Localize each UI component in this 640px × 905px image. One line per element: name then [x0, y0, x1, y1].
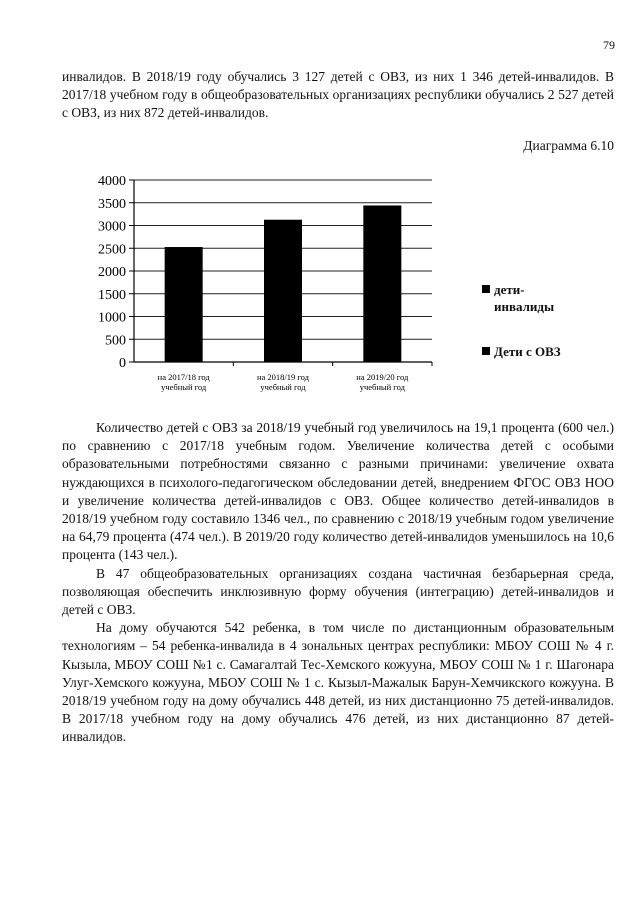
y-tick-label: 3000: [98, 219, 126, 235]
bar: [264, 220, 302, 362]
y-tick-label: 1000: [98, 310, 126, 326]
body-paragraph-3: На дому обучаются 542 ребенка, в том числе по дистанционным образовательным технологиям – 54 ребенка-инвалида в 4 зональных центрах республики: МБОУ СОШ № 4 г. Кызыла, МБОУ СОШ №1 с. Самагалтай Тес-Хемского кожууна, МБОУ СОШ № 1 г. Шагонара Улуг-Хемского кожууна, МБОУ СОШ № 1 с. Кызыл-Мажалык Барун-Хемчикского кожууна. В 2018/19 учебном году на дому обучались 448 детей, из них дистанционно 75 детей-инвалидов. В 2017/18 учебном году на дому обучались 476 детей, из них дистанционно 87 детей-инвалидов.: [62, 620, 614, 745]
legend-label-line: дети-: [494, 282, 525, 297]
body-paragraph-1: Количество детей с ОВЗ за 2018/19 учебный год увеличилось на 19,1 процента (600 чел.) по сравнению с 2017/18 учебным годом. Увеличение количества детей с особыми образовательными потребностями связанно с разными причинами: увеличение охвата нуждающихся в психолого-педагогическом обследовании детей, внедрением ФГОС ОВЗ НОО и увеличение количества детей-инвалидов с ОВЗ. Общее количество детей-инвалидов в 2018/19 учебном году составило 1346 чел., по сравнению с 2018/19 учебным годом увеличение на 64,79 процента (474 чел.). В 2019/20 году количество детей-инвалидов уменьшилось на 10,6 процента (143 чел.).: [62, 420, 614, 563]
y-tick-label: 1500: [98, 287, 126, 303]
x-tick-label: учебный год: [260, 382, 306, 392]
legend-item-ovz: [482, 343, 602, 360]
chart-canvas: [62, 168, 482, 408]
x-tick-label: на 2018/19 год: [256, 372, 310, 382]
legend-item-disabled: [482, 281, 602, 315]
x-tick-label: на 2017/18 год: [157, 372, 210, 382]
body-text: [62, 419, 614, 747]
bar-chart: [62, 168, 602, 408]
intro-text: инвалидов. В 2018/19 году обучались 3 127 детей с ОВЗ, из них 1 346 детей-инвалидов. В 2017/18 учебном году в общеобразовательных организациях республики обучались 2 527 детей с ОВЗ, из них 872 детей-инвалидов.: [62, 69, 614, 121]
page-number: 79: [603, 38, 615, 52]
legend-swatch: [482, 347, 490, 355]
y-tick-label: 0: [119, 356, 126, 371]
bar: [165, 247, 203, 362]
y-tick-label: 2000: [98, 265, 126, 280]
legend-swatch: [482, 285, 490, 293]
y-tick-label: 2500: [98, 242, 126, 258]
x-tick-label: учебный год: [161, 382, 207, 392]
y-tick-label: 3500: [98, 196, 126, 212]
y-tick-label: 4000: [98, 174, 126, 189]
intro-paragraph: [62, 68, 614, 123]
y-tick-label: 500: [105, 333, 126, 349]
chart-legend: [482, 281, 602, 388]
diagram-label: Диаграмма 6.10: [523, 138, 614, 153]
bar: [363, 205, 401, 362]
legend-label-line: Дети с ОВЗ: [494, 344, 561, 359]
body-paragraph-2: В 47 общеобразовательных организациях создана частичная безбарьерная среда, позволяющая обеспечить инклюзивную форму обучения (интеграцию) детей-инвалидов и детей с ОВЗ.: [62, 565, 614, 618]
x-tick-label: на 2019/20 год: [356, 372, 409, 382]
x-tick-label: учебный год: [359, 382, 405, 392]
legend-label-line: инвалиды: [494, 299, 555, 314]
